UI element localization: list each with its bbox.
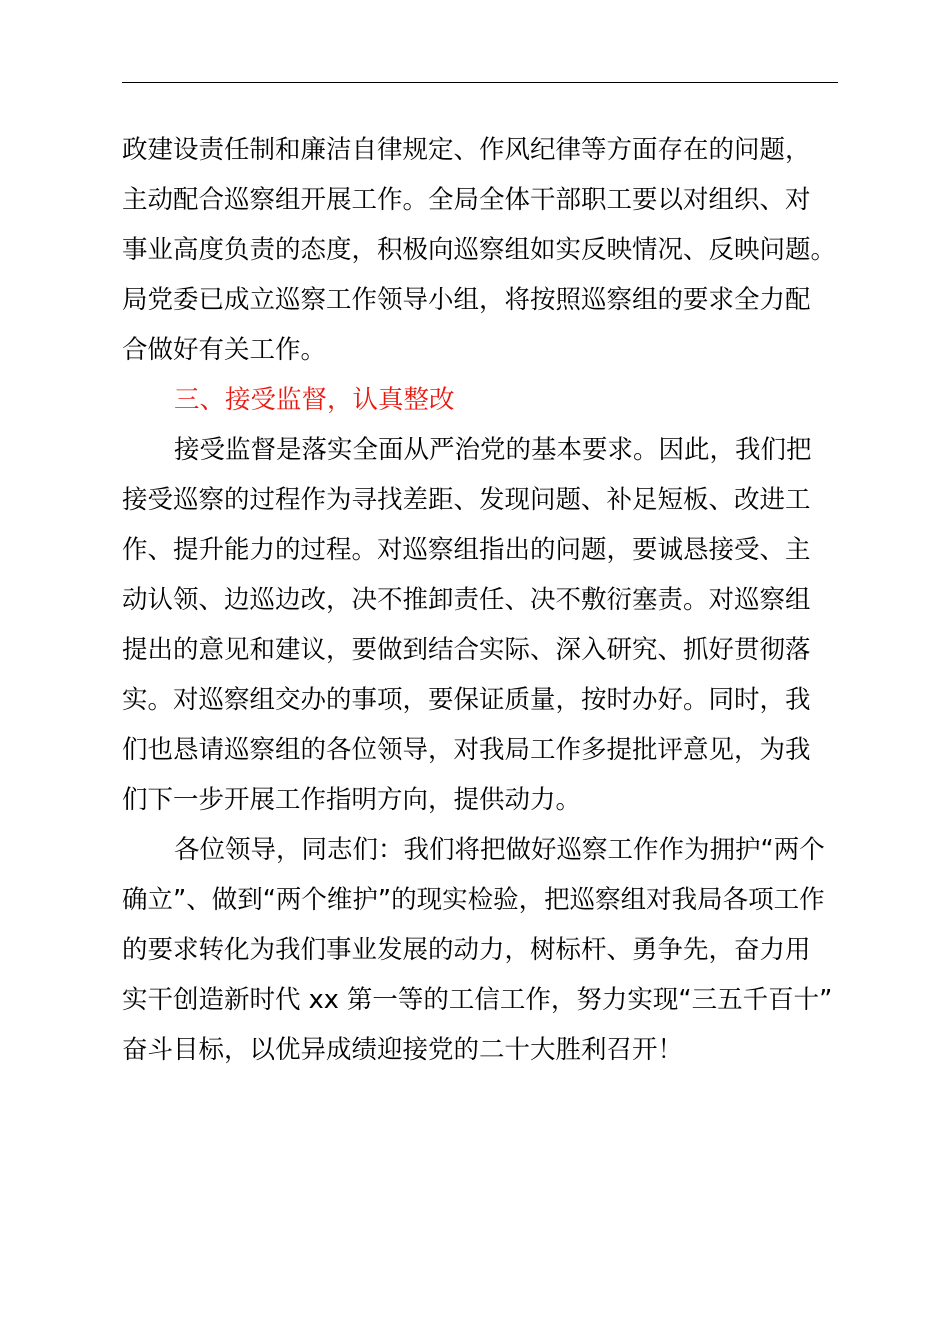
text-line: 作、提升能力的过程。对巡察组指出的问题，要诚恳接受、主 [122, 535, 811, 565]
text-line: 接受巡察的过程作为寻找差距、发现问题、补足短板、改进工 [122, 485, 811, 515]
text-line: 接受监督是落实全面从严治党的基本要求。因此，我们把 [174, 435, 812, 465]
text-line: 政建设责任制和廉洁自律规定、作风纪律等方面存在的问题， [122, 135, 811, 165]
paragraph-supervision [122, 425, 842, 825]
text-line: 合做好有关工作。 [122, 335, 327, 365]
text-line: 实干创造新时代 xx 第一等的工信工作，努力实现“三五千百十” [122, 985, 833, 1015]
paragraph-responsibility [122, 125, 842, 375]
text-line: 们下一步开展工作指明方向，提供动力。 [122, 785, 582, 815]
text-line: 实。对巡察组交办的事项，要保证质量，按时办好。同时，我 [122, 685, 811, 715]
text-line: 动认领、边巡边改，决不推卸责任、决不敷衍塞责。对巡察组 [122, 585, 811, 615]
text-line: 事业高度负责的态度，积极向巡察组如实反映情况、反映问题。 [122, 235, 837, 265]
paragraph-closing [122, 825, 842, 1075]
text-line: 们也恳请巡察组的各位领导，对我局工作多提批评意见，为我 [122, 735, 811, 765]
section-heading: 三、接受监督，认真整改 [174, 385, 455, 415]
text-line: 的要求转化为我们事业发展的动力，树标杆、勇争先，奋力用 [122, 935, 811, 965]
header-rule [122, 82, 838, 83]
text-line: 奋斗目标，以优异成绩迎接党的二十大胜利召开！ [122, 1035, 684, 1065]
document-body [122, 125, 842, 1075]
text-line: 提出的意见和建议，要做到结合实际、深入研究、抓好贯彻落 [122, 635, 811, 665]
text-line: 主动配合巡察组开展工作。全局全体干部职工要以对组织、对 [122, 185, 811, 215]
text-line: 局党委已成立巡察工作领导小组，将按照巡察组的要求全力配 [122, 285, 811, 315]
text-line: 确立”、做到“两个维护”的现实检验，把巡察组对我局各项工作 [122, 885, 825, 915]
text-line: 各位领导，同志们：我们将把做好巡察工作作为拥护“两个 [174, 835, 825, 865]
